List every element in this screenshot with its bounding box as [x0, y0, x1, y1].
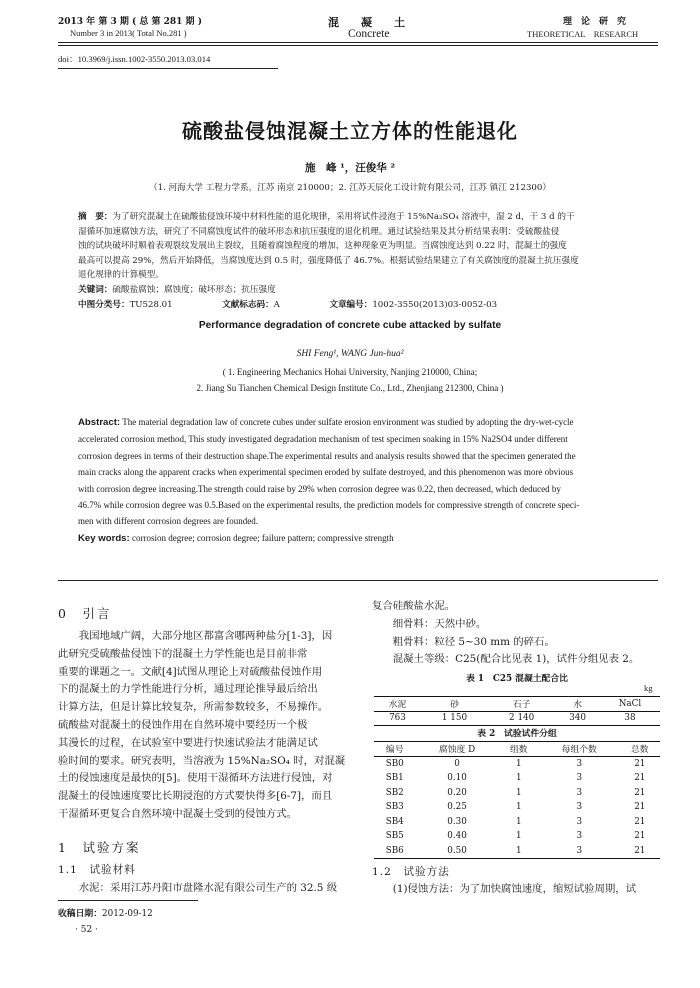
table-cell: 1 [515, 831, 522, 842]
journal-name-en: Concrete [348, 28, 390, 40]
clc-label: 中图分类号： [78, 299, 130, 310]
table-header-cell: 水 [573, 700, 582, 711]
doi-rule [58, 68, 278, 69]
text-line: 干湿循环更复合自然环境中混凝土受到的侵蚀方式。 [58, 807, 297, 820]
table-cell: 0.50 [447, 845, 467, 856]
table-row [374, 756, 660, 771]
column-name-cn: 理 论 研 究 [563, 17, 627, 27]
table-cell: SB6 [385, 845, 404, 856]
table-header-cell: 每组个数 [561, 745, 597, 756]
table-cell: 38 [624, 713, 636, 724]
table-cell: 3 [576, 758, 583, 769]
page-number: · 52 · [75, 925, 98, 935]
keywords-cn-label: 关键词： [78, 284, 113, 295]
abstract-cn-line: 为了研究混凝土在硫酸盐侵蚀环境中材料性能的退化规律，采用将试件浸泡于 15%Na₂SO₄ 溶液中，湿 2 d，干 3 d 的干 [112, 212, 575, 222]
table-row [374, 771, 660, 786]
abstract-cn [78, 210, 656, 312]
authors-en: SHI Feng¹, WANG Jun-hua² [296, 349, 404, 359]
affiliation-en-1: ( 1. Engineering Mechanics Hohai University, Nanjing 210000, China; [222, 367, 478, 377]
table-cell: 21 [634, 845, 646, 856]
table-cell: 1 [515, 772, 522, 783]
table-cell: 21 [634, 787, 646, 798]
table-cell: 21 [634, 831, 646, 842]
text-line: 重要的课题之一。文献[4]试图从理论上对硫酸盐侵蚀作用 [58, 665, 323, 678]
column-name-en: THEORETICAL RESEARCH [527, 29, 639, 39]
received-label: 收稿日期： [58, 909, 102, 919]
intro-paragraph [58, 628, 362, 824]
abstract-en-line: men with different corrosion degrees are founded. [78, 516, 259, 527]
text-line: 混凝土的侵蚀速度要比长期浸泡的方式要快得多[6-7]，而且 [58, 790, 333, 803]
journal-name-cn: 混 凝 土 [328, 16, 405, 29]
table-header-cell: 石子 [512, 700, 531, 711]
table-cell: 1 [515, 845, 522, 856]
table-cell: 0.25 [447, 802, 467, 813]
table-cell: 1 [515, 787, 522, 798]
section-1-2-heading: 1.2 试验方法 [372, 866, 450, 878]
text-line: 混凝土等级：C25(配合比见表 1)，试件分组见表 2。 [372, 653, 640, 666]
abstract-en [78, 414, 656, 547]
table-cell: 1 150 [441, 713, 468, 724]
footnote-rule [58, 900, 198, 901]
table-cell: 0.10 [447, 772, 467, 783]
text-line: 土的侵蚀速度是最快的[5]。使用干湿循环方法进行侵蚀，对 [58, 772, 333, 785]
table-cell: 21 [634, 816, 646, 827]
table-cell: 0 [454, 758, 460, 769]
table-cell: 3 [576, 802, 583, 813]
abstract-cn-line: 湿循环加速腐蚀方法，研究了不同腐蚀度试件的破坏形态和抗压强度的退化机理。通过试验结果及其分析结果表明：受硫酸盐侵 [78, 226, 560, 237]
paper-title-en: Performance degradation of concrete cube attacked by sulfate [198, 320, 502, 331]
table-cell: 21 [634, 758, 646, 769]
text-line: 其漫长的过程，在试验室中要进行快速试验法才能满足试 [58, 736, 318, 749]
section-1-heading: 1 试验方案 [58, 840, 141, 855]
text-line: 我国地域广阔，大部分地区都富含哪两种盐分[1-3]，因 [58, 630, 333, 642]
table-header-cell: 腐蚀度 D [438, 745, 476, 756]
abstract-en-label: Abstract: [78, 417, 121, 428]
table-header-cell: 水泥 [388, 700, 407, 711]
table-cell: 1 [515, 816, 522, 827]
abstract-en-line: The material degradation law of concrete cubes under sulfate erosion environment was studied by adopting the dry-wet-cycle [122, 417, 574, 427]
header-rule-top [58, 42, 658, 43]
doc-code: A [273, 299, 280, 310]
text-line: 粗骨料：粒径 5~30 mm 的碎石。 [372, 635, 555, 648]
table-cell: 1 [515, 802, 522, 813]
table-2-caption: 表 2 试验试件分组 [477, 729, 557, 739]
table-cell: 2 140 [509, 713, 535, 724]
table-1 [374, 696, 660, 726]
table-row [374, 814, 660, 829]
text-line: 下的混凝土的力学性能进行分析，通过理论推导最后给出 [58, 683, 318, 696]
abstract-end-rule [58, 580, 658, 581]
received-date [58, 906, 153, 919]
table-cell: 21 [634, 772, 646, 783]
abstract-en-line: corrosion degrees in terms of their destruction shape.The experimental results and analysis results showed that the specimen generated the [78, 450, 576, 461]
table-cell: SB4 [385, 816, 404, 827]
table-1-caption: 表 1 C25 混凝土配合比 [466, 674, 568, 684]
clc: TU528.01 [129, 299, 173, 310]
doi: doi：10.3969/j.issn.1002-3550.2013.03.014 [58, 54, 211, 64]
materials-list [372, 598, 676, 669]
table-cell: 3 [576, 816, 583, 827]
text-line: 验时间的要求。研究表明，当溶液为 15%Na₂SO₄ 时，对混凝 [58, 754, 346, 767]
abstract-cn-label: 摘 要： [78, 212, 113, 222]
table-row [374, 844, 660, 859]
abstract-en-line: main cracks along the apparent cracks when experimental specimen eroded by sulfate destroyed, and this phenomenon was more obvious [78, 467, 574, 478]
table-header-cell: 砂 [450, 700, 459, 711]
table-cell: 3 [576, 787, 583, 798]
table-cell: 3 [576, 772, 583, 783]
text-line: 此研究受硫酸盐侵蚀下的混凝土力学性能也是目前非常 [58, 647, 308, 660]
authors-cn: 施 峰 ¹，汪俊华 ² [304, 162, 395, 174]
text-line: 计算方法，但是计算比较复杂，所需参数较多，不易操作。 [58, 701, 329, 714]
doc-code-label: 文献标志码： [222, 299, 274, 310]
table-cell: 3 [576, 845, 583, 856]
journal-issue-cn: 2013 年 第 3 期 ( 总 第 281 期 ) [58, 17, 202, 27]
table-cell: SB3 [385, 802, 404, 813]
table-cell: 1 [515, 758, 522, 769]
table-cell: 340 [569, 713, 586, 724]
method-paragraph: (1)侵蚀方法：为了加快腐蚀速度，缩短试验周期，试 [372, 883, 637, 895]
text-line: 细骨料：天然中砂。 [372, 617, 487, 630]
table-cell: 0.40 [447, 831, 467, 842]
table-row [374, 711, 660, 726]
table-row [374, 829, 660, 844]
table-cell: SB0 [385, 758, 404, 769]
section-0-heading: 0 引言 [58, 606, 112, 621]
table-cell: 0.20 [447, 787, 467, 798]
abstract-cn-line: 最高可以提高 29%，然后开始降低，当腐蚀度达到 0.5 时，强度降低了 46.7%。根据试验结果建立了有关腐蚀度的混凝土抗压强度 [78, 255, 579, 266]
table-row [374, 785, 660, 800]
abstract-en-line: with corrosion degree increasing.The strength could raise by 29% when corrosion degree was 0.22, then decreased, which deduced by [78, 483, 561, 494]
table-cell: SB1 [385, 772, 404, 783]
table-header-cell: 总数 [631, 745, 649, 756]
table-cell: SB2 [385, 787, 404, 798]
abstract-cn-line: 蚀的试块破坏时顺着表观裂纹发展出主裂纹，且随着腐蚀程度的增加，这种现象更为明显。当腐蚀度达到 0.22 时，混凝土的强度 [78, 241, 567, 252]
article-no-label: 文章编号： [329, 299, 373, 310]
keywords-en-label: Key words: [78, 532, 130, 544]
table-header-cell: 组数 [509, 745, 528, 756]
text-line: 硫酸盐对混凝土的侵蚀作用在自然环境中要经历一个极 [58, 718, 308, 731]
table-header-cell: NaCl [618, 698, 642, 709]
journal-issue-en: Number 3 in 2013( Total No.281 ) [70, 28, 187, 38]
abstract-en-line: 46.7% while corrosion degree was 0.5.Based on the experimental results, the prediction models for compressive strength of concrete speci- [78, 500, 580, 511]
table-header-cell: 编号 [385, 745, 404, 756]
paper-title: 硫酸盐侵蚀混凝土立方体的性能退化 [182, 119, 518, 143]
table-header-row [374, 697, 660, 712]
abstract-cn-line: 退化规律的计算模型。 [78, 270, 164, 281]
affiliations-cn: （1. 河海大学 工程力学系，江苏 南京 210000；2. 江苏天辰化工设计院有限公司，江苏 镇江 212300） [149, 183, 551, 193]
table-cell: SB5 [385, 831, 404, 842]
keywords-cn: 硫酸盐腐蚀；腐蚀度；破坏形态；抗压强度 [112, 284, 276, 295]
table-cell: 0.30 [447, 816, 467, 827]
table-row [374, 800, 660, 815]
received-value: 2012-09-12 [102, 909, 153, 919]
table-2 [374, 741, 660, 859]
header-rule-bottom [58, 45, 658, 46]
table-1-unit: kg [644, 683, 653, 693]
table-cell: 3 [576, 831, 583, 842]
table-cell: 21 [634, 802, 646, 813]
section-1-1-heading: 1.1 试验材料 [58, 864, 136, 876]
table-header-row [374, 742, 660, 757]
article-no: 1002-3550(2013)03-0052-03 [372, 299, 498, 310]
affiliation-en-2: 2. Jiang Su Tianchen Chemical Design Institute Co., Ltd., Zhenjiang 212300, China ) [196, 383, 504, 393]
keywords-en: corrosion degree; corrosion degree; failure pattern; compressive strength [131, 532, 394, 543]
abstract-en-line: accelerated corrosion method, This study investigated degradation mechanism of test specimen soaking in 15% Na2SO4 under different [78, 434, 568, 445]
text-line: 复合硅酸盐水泥。 [372, 600, 456, 612]
materials-paragraph: 水泥：采用江苏丹阳市盘隆水泥有限公司生产的 32.5 级 [58, 882, 338, 894]
table-cell: 763 [389, 713, 406, 724]
